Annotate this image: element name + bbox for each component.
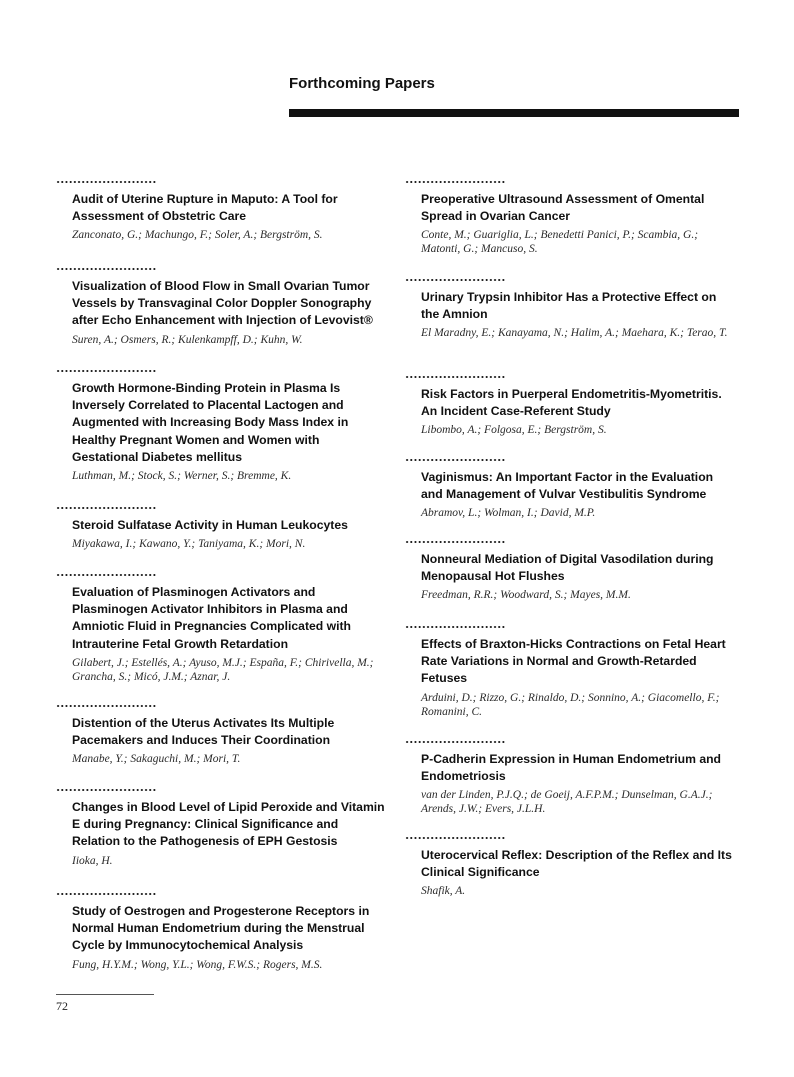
dotted-separator bbox=[56, 573, 156, 577]
dotted-separator bbox=[56, 180, 156, 184]
paper-entry bbox=[405, 836, 735, 906]
page-number: 72 bbox=[56, 999, 68, 1013]
dotted-separator bbox=[56, 704, 156, 708]
paper-authors: Arduini, D.; Rizzo, G.; Rinaldo, D.; Sonnino, A.; Giacomello, F.; Romanini, C. bbox=[421, 691, 720, 718]
paper-authors: Zanconato, G.; Machungo, F.; Soler, A.; Bergström, S. bbox=[72, 229, 323, 242]
paper-title: Uterocervical Reflex: Description of the Reflex and Its Clinical Significance bbox=[421, 848, 732, 880]
paper-entry bbox=[56, 704, 386, 788]
paper-entry bbox=[405, 458, 735, 540]
dotted-separator bbox=[405, 375, 505, 379]
page-title: Forthcoming Papers bbox=[289, 75, 435, 92]
paper-authors: Manabe, Y.; Sakaguchi, M.; Mori, T. bbox=[72, 753, 241, 766]
dotted-separator bbox=[56, 267, 156, 271]
paper-title: Changes in Blood Level of Lipid Peroxide and Vitamin E during Pregnancy: Clinical Significance and Relation to the Pathogenesis of EPH Gestosis bbox=[72, 800, 385, 849]
paper-title: Vaginismus: An Important Factor in the Evaluation and Management of Vulvar Vestibulitis Syndrome bbox=[421, 470, 714, 502]
footer-rule bbox=[56, 994, 154, 995]
dotted-separator bbox=[56, 506, 156, 510]
paper-authors: Shafik, A. bbox=[421, 885, 466, 898]
left-column bbox=[56, 180, 386, 982]
paper-authors: Luthman, M.; Stock, S.; Werner, S.; Bremme, K. bbox=[72, 470, 292, 483]
paper-entry bbox=[405, 278, 735, 375]
paper-entry bbox=[56, 788, 386, 892]
dotted-separator bbox=[405, 458, 505, 462]
paper-authors: Libombo, A.; Folgosa, E.; Bergström, S. bbox=[421, 424, 607, 437]
dotted-separator bbox=[56, 369, 156, 373]
dotted-separator bbox=[56, 788, 156, 792]
paper-entry bbox=[56, 267, 386, 369]
paper-entry bbox=[56, 369, 386, 506]
paper-authors: Gilabert, J.; Estellés, A.; Ayuso, M.J.; España, F.; Chirivella, M.; Grancha, S.; Micó, J.M.; Aznar, J. bbox=[72, 656, 374, 683]
paper-title: Nonneural Mediation of Digital Vasodilation during Menopausal Hot Flushes bbox=[421, 552, 714, 584]
paper-entry bbox=[56, 180, 386, 267]
dotted-separator bbox=[405, 540, 505, 544]
paper-title: Audit of Uterine Rupture in Maputo: A Tool for Assessment of Obstetric Care bbox=[72, 192, 338, 224]
paper-authors: Fung, H.Y.M.; Wong, Y.L.; Wong, F.W.S.; Rogers, M.S. bbox=[72, 958, 323, 971]
paper-authors: Miyakawa, I.; Kawano, Y.; Taniyama, K.; Mori, N. bbox=[72, 538, 306, 551]
paper-entry bbox=[405, 740, 735, 836]
dotted-separator bbox=[56, 892, 156, 896]
paper-authors: Iioka, H. bbox=[72, 854, 113, 867]
paper-authors: Abramov, L.; Wolman, I.; David, M.P. bbox=[421, 507, 596, 520]
title-rule bbox=[289, 109, 739, 117]
paper-entry bbox=[405, 180, 735, 278]
dotted-separator bbox=[405, 836, 505, 840]
paper-title: Evaluation of Plasminogen Activators and Plasminogen Activator Inhibitors in Plasma and Amniotic Fluid in Pregnancies Complicated with Intrauterine Fetal Growth Retardation bbox=[72, 585, 351, 651]
paper-entry bbox=[405, 540, 735, 625]
paper-authors: Freedman, R.R.; Woodward, S.; Mayes, M.M. bbox=[421, 589, 631, 602]
dotted-separator bbox=[405, 625, 505, 629]
paper-entry bbox=[56, 573, 386, 704]
paper-title: Growth Hormone-Binding Protein in Plasma Is Inversely Correlated to Placental Lactogen and Augmented with Increasing Body Mass Index in Healthy Pregnant Women and Women with Gestational Diabetes mellitus bbox=[72, 381, 349, 464]
paper-entry bbox=[56, 506, 386, 573]
paper-title: Preoperative Ultrasound Assessment of Omental Spread in Ovarian Cancer bbox=[421, 192, 705, 224]
paper-authors: Suren, A.; Osmers, R.; Kulenkampff, D.; Kuhn, W. bbox=[72, 333, 303, 346]
paper-title: Visualization of Blood Flow in Small Ovarian Tumor Vessels by Transvaginal Color Doppler Sonography after Echo Enhancement with Injection of Levovist® bbox=[72, 279, 373, 328]
paper-title: Risk Factors in Puerperal Endometritis-Myometritis. An Incident Case-Referent Study bbox=[421, 387, 722, 419]
paper-entry bbox=[56, 892, 386, 982]
paper-title: Effects of Braxton-Hicks Contractions on Fetal Heart Rate Variations in Normal and Growth-Retarded Fetuses bbox=[421, 637, 726, 686]
paper-title: Study of Oestrogen and Progesterone Receptors in Normal Human Endometrium during the Menstrual Cycle by Immunocytochemical Analysis bbox=[72, 904, 370, 953]
paper-entry bbox=[405, 375, 735, 458]
right-column bbox=[405, 180, 735, 906]
dotted-separator bbox=[405, 180, 505, 184]
paper-title: Distention of the Uterus Activates Its Multiple Pacemakers and Induces Their Coordination bbox=[72, 716, 335, 748]
paper-title: P-Cadherin Expression in Human Endometrium and Endometriosis bbox=[421, 752, 721, 784]
paper-title: Urinary Trypsin Inhibitor Has a Protective Effect on the Amnion bbox=[421, 290, 717, 322]
dotted-separator bbox=[405, 740, 505, 744]
paper-authors: Conte, M.; Guariglia, L.; Benedetti Panici, P.; Scambia, G.; Matonti, G.; Mancuso, S. bbox=[421, 229, 699, 256]
dotted-separator bbox=[405, 278, 505, 282]
paper-title: Steroid Sulfatase Activity in Human Leukocytes bbox=[72, 518, 348, 532]
paper-authors: El Maradny, E.; Kanayama, N.; Halim, A.; Maehara, K.; Terao, T. bbox=[421, 327, 728, 340]
paper-entry bbox=[405, 625, 735, 740]
paper-authors: van der Linden, P.J.Q.; de Goeij, A.F.P.M.; Dunselman, G.A.J.; Arends, J.W.; Evers, J.L.H. bbox=[421, 789, 713, 816]
